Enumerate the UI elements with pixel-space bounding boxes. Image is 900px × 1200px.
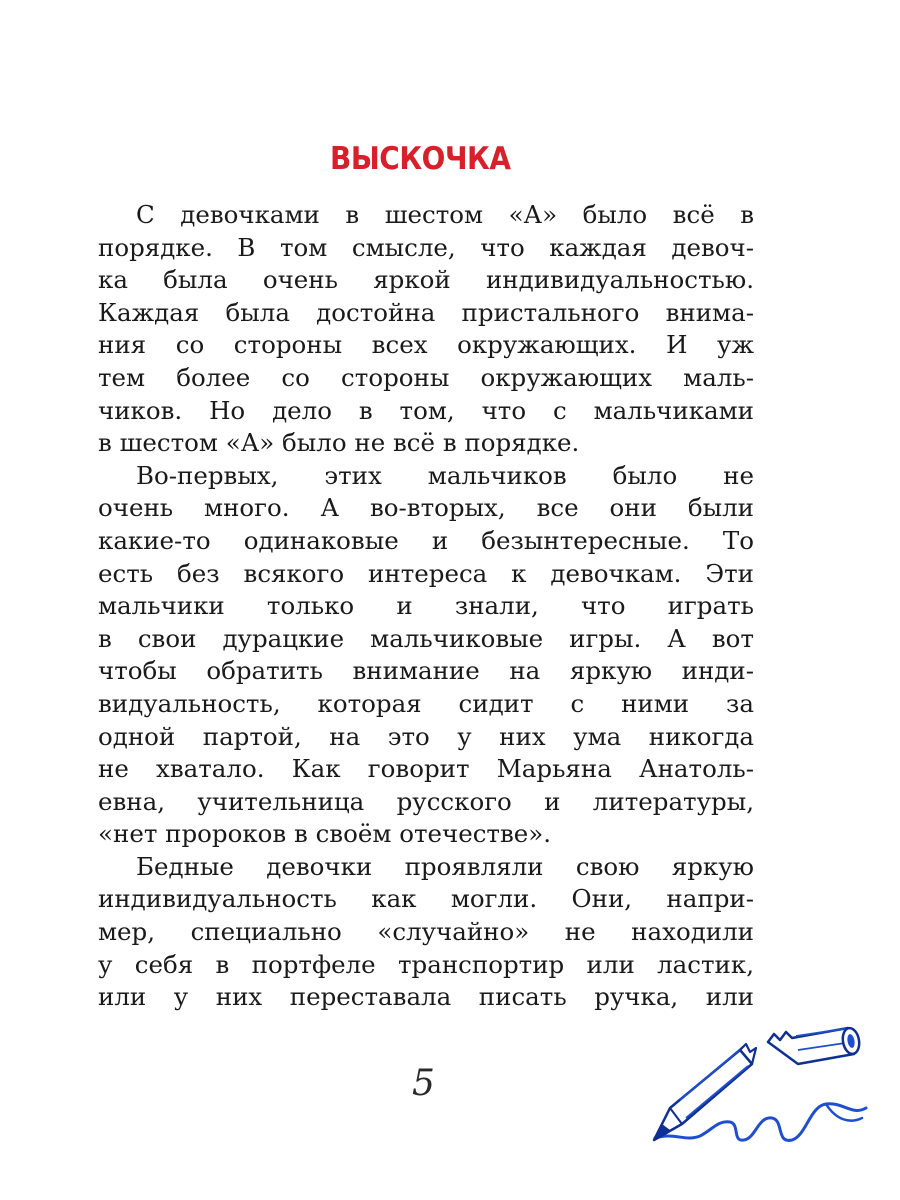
pencil-icon [640,1020,880,1160]
text-line: какие-то одинаковые и безынтересные. То [98,525,754,555]
text-line: мальчики только и знали, что играть [98,591,754,621]
text-line: мер, специально «случайно» не находили [98,917,754,947]
text-line: порядке. В том смысле, что каждая девоч- [98,232,754,262]
text-line: одной партой, на это у них ума никогда [98,721,754,751]
text-line: «нет пророков в своём отечестве». [98,819,552,849]
text-line: есть без всякого интереса к девочкам. Эти [98,558,754,588]
text-line: С девочками в шестом «А» было всё в [136,200,754,229]
text-line: евна, учительница русского и литературы, [98,786,754,816]
text-line: в шестом «А» было не всё в порядке. [98,428,580,458]
text-line: ния со стороны всех окружающих. И уж [98,330,754,360]
text-line: тем более со стороны окружающих маль- [98,362,754,392]
text-line: Во-первых, этих мальчиков было не [136,460,754,490]
text-line: ка была очень яркой индивидуальностью. [98,265,754,295]
text-line: у себя в портфеле транспортир или ластик, [98,949,754,979]
text-line: в свои дурацкие мальчиковые игры. А вот [98,623,754,653]
text-line: или у них переставала писать ручка, или [98,982,754,1012]
text-line: Каждая была достойна пристального внима- [98,297,754,327]
text-line: видуальность, которая сидит с ними за [98,688,754,718]
text-line: Бедные девочки проявляли свою яркую [136,851,754,881]
text-line: очень много. А во-вторых, все они были [98,493,754,523]
text-line: чтобы обратить внимание на яркую инди- [98,656,754,686]
text-line: не хватало. Как говорит Марьяна Анатоль- [98,754,754,784]
page-number: 5 [412,1063,435,1104]
chapter-body [98,199,754,1014]
text-line: чиков. Но дело в том, что с мальчиками [98,395,754,425]
text-line: индивидуальность как могли. Они, напри- [98,884,754,914]
chapter-title: ВЫСКОЧКА [330,141,511,177]
